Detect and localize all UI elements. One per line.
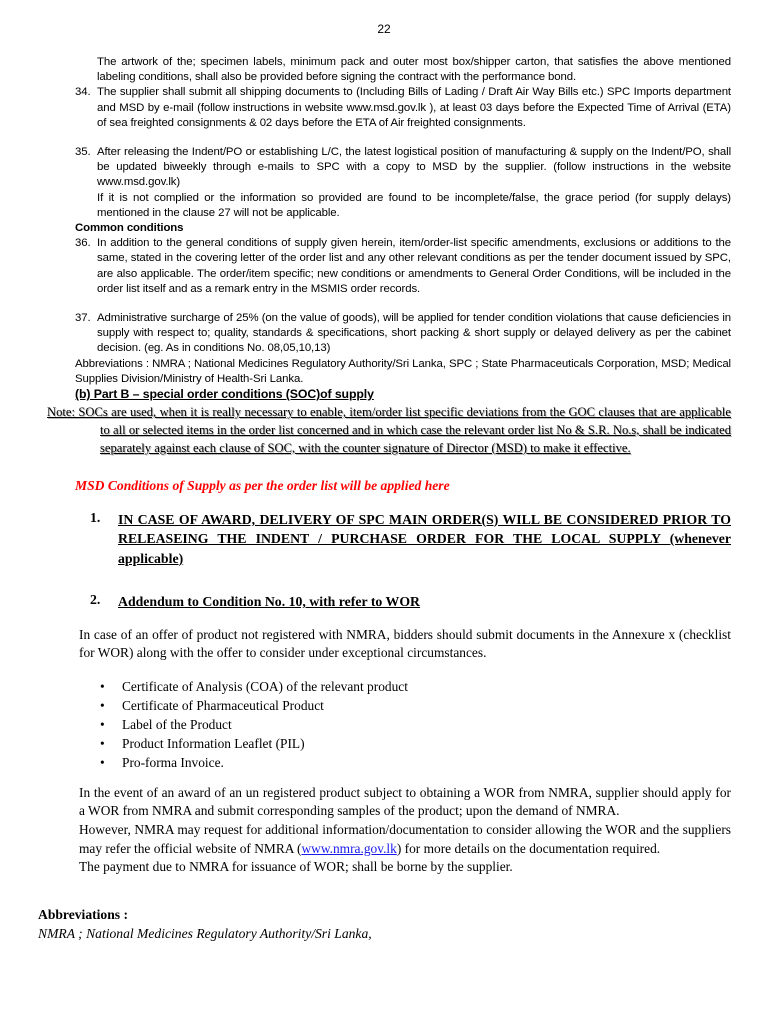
abbreviations-footer: [38, 905, 768, 943]
abbreviations-line: Abbreviations : NMRA ; National Medicines Regulatory Authority/Sri Lanka, SPC ; State Pharmaceuticals Corporation, MSD; Medical Supplies Division/Ministry of Health-Sri Lanka.: [75, 357, 731, 385]
bullet-icon: •: [100, 754, 105, 770]
part-b-heading: (b) Part B – special order conditions (SOC)of supply: [75, 387, 374, 402]
goc-item-37-text: Administrative surcharge of 25% (on the value of goods), will be applied for tender condition violations that cause deficiencies in supply with respect to; quality, standards & specifications, short packing & short supply or delayed delivery as per the cabinet decision. (eg. As in conditions No. 08,05,10,13): [97, 312, 731, 355]
goc-item-37: [75, 311, 731, 357]
wor-intro-paragraph: In case of an offer of product not registered with NMRA, bidders should submit documents in the Annexure x (checklist for WOR) along with the offer to consider under exceptional circumstances.: [79, 626, 731, 661]
goc-item-34: [75, 85, 731, 131]
page-number: 22: [377, 22, 391, 36]
msd-conditions-remark: MSD Conditions of Supply as per the order list will be applied here: [75, 477, 450, 493]
goc-item-34-number: 34.: [75, 86, 91, 99]
list-item: [100, 696, 731, 715]
soc-item-2: [90, 592, 731, 612]
bullet-text: Product Information Leaflet (PIL): [122, 735, 305, 751]
bullet-icon: •: [100, 735, 105, 751]
bullet-icon: •: [100, 697, 105, 713]
list-item: [100, 677, 731, 696]
abbreviations-heading: Abbreviations :: [38, 906, 129, 922]
bullet-text: Certificate of Analysis (COA) of the relevant product: [122, 678, 408, 694]
abbreviation-nmra: NMRA ; National Medicines Regulatory Authority/Sri Lanka,: [38, 925, 372, 941]
goc-item-35-text2: If it is not complied or the information so provided are found to be incomplete/false, the grace period (for supply delays) mentioned in the clause 27 will not be applicable.: [97, 191, 731, 219]
list-item: [100, 715, 731, 734]
bullet-icon: •: [100, 678, 105, 694]
however-text-before: However, NMRA may request for additional information/documentation to consider allowing the WOR and the suppliers may refer the official website of NMRA (: [79, 822, 731, 856]
goc-item-37-number: 37.: [75, 312, 91, 325]
however-text-after: ) for more details on the documentation required.: [396, 840, 661, 856]
soc-item-2-text: Addendum to Condition No. 10, with refer to WOR: [118, 594, 421, 610]
nmra-website-link[interactable]: www.nmra.gov.lk: [301, 840, 397, 856]
payment-paragraph: The payment due to NMRA for issuance of WOR; shall be borne by the supplier.: [79, 859, 513, 875]
soc-note: Note: SOCs are used, when it is really necessary to enable, item/order list specific deviations from the GOC clauses that are applicable to all or selected items in the order list concerned and in which case the relevant order list No & S.R. No.s, shall be indicated separately against each clause of SOC, with the counter signature of Director (MSD) to make it effective.: [47, 405, 731, 455]
soc-item-2-number: 2.: [90, 592, 101, 608]
bullet-text: Certificate of Pharmaceutical Product: [122, 697, 324, 713]
list-item: [100, 753, 731, 772]
list-item: [100, 734, 731, 753]
however-paragraph: [79, 821, 731, 858]
goc-item-35-number: 35.: [75, 146, 91, 159]
goc-item-34-text: The supplier shall submit all shipping documents to (Including Bills of Lading / Draft Air Way Bills etc.) SPC Imports department and MSD by e-mail (follow instructions in website www.msd.gov.lk ), at least 03 days before the Expected Time of Arrival (ETA) of sea freighted consignments & 02 days before the ETA of Air freighted consignments.: [97, 86, 731, 129]
goc-item-36-number: 36.: [75, 237, 91, 250]
bullet-text: Label of the Product: [122, 716, 232, 732]
bullet-icon: •: [100, 716, 105, 732]
bullet-text: Pro-forma Invoice.: [122, 754, 224, 770]
soc-item-1: [90, 510, 731, 569]
goc-item-36-text: In addition to the general conditions of supply given herein, item/order-list specific amendments, exclusions or additions to the same, stated in the covering letter of the order list and any other relevant conditions as per the tender document issued by SPC, are also applicable. The order/item specific; new conditions or amendments to General Order Conditions, will be included in the order list itself and as a remark entry in the MSMIS order records.: [97, 237, 731, 295]
goc-item-36: [75, 236, 731, 297]
soc-item-1-number: 1.: [90, 509, 101, 525]
goc-item-35: [75, 145, 731, 221]
artwork-paragraph: The artwork of the; specimen labels, minimum pack and outer most box/shipper carton, that satisfies the above mentioned labeling conditions, shall also be provided before signing the contract with the performance bond.: [97, 56, 731, 84]
soc-item-1-text: IN CASE OF AWARD, DELIVERY OF SPC MAIN ORDER(S) WILL BE CONSIDERED PRIOR TO RELEASEING THE INDENT / PURCHASE ORDER FOR THE LOCAL SUPPLY (whenever applicable): [118, 511, 731, 566]
common-conditions-heading: Common conditions: [75, 222, 184, 235]
wor-document-list: [100, 677, 731, 772]
award-paragraph: In the event of an award of an un registered product subject to obtaining a WOR from NMRA, supplier should apply for a WOR from NMRA and submit corresponding samples of the product; upon the demand of NMRA.: [79, 784, 731, 819]
goc-item-35-text: After releasing the Indent/PO or establishing L/C, the latest logistical position of manufacturing & supply on the Indent/PO, shall be updated biweekly through e-mails to SPC with a copy to MSD by the supplier. (follow instructions in the website www.msd.gov.lk): [97, 146, 731, 189]
